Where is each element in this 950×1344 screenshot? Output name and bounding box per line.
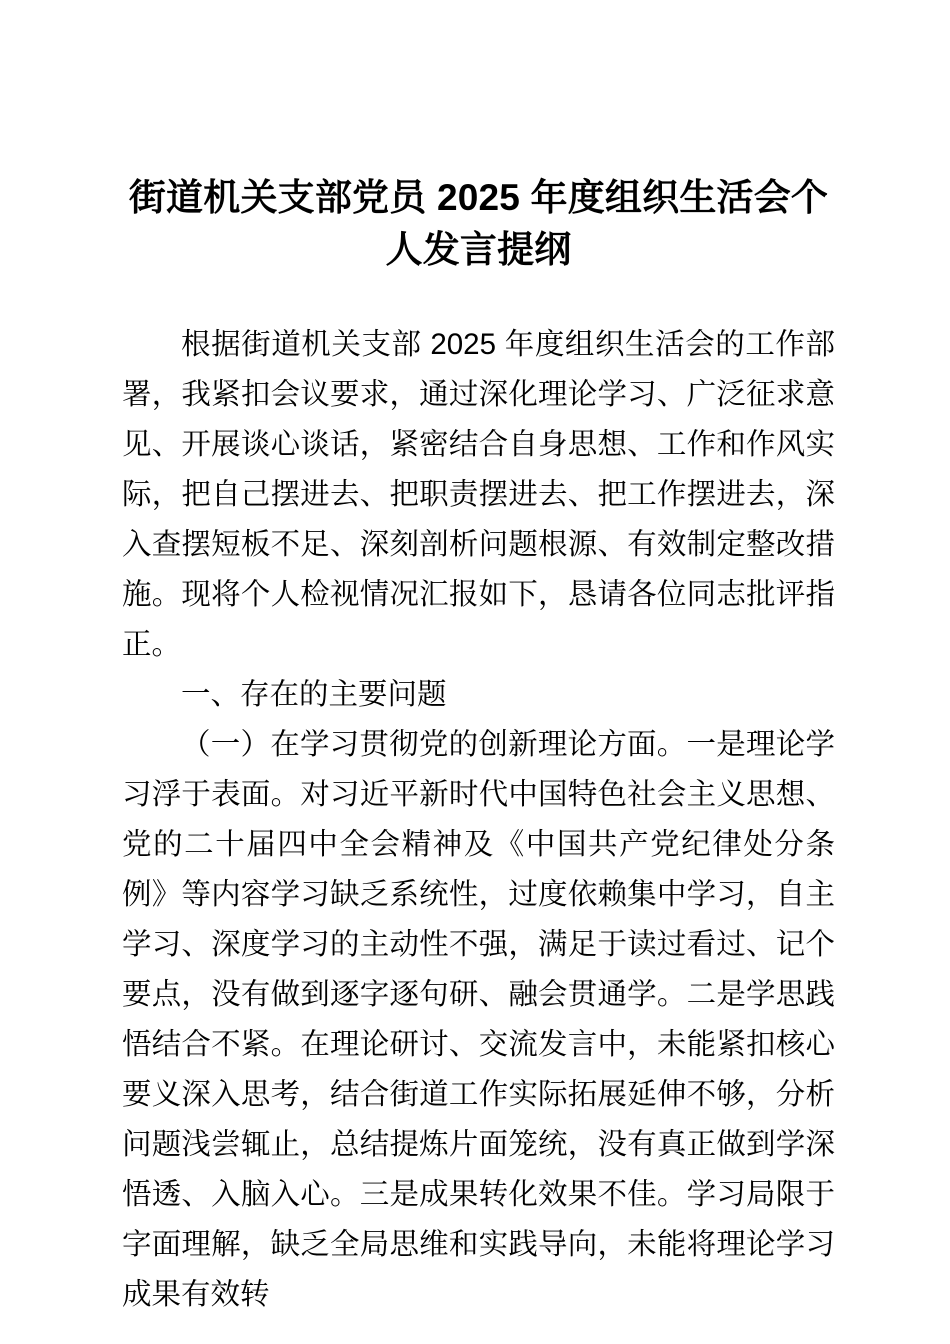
paragraph-subsection-one: （一）在学习贯彻党的创新理论方面。一是理论学习浮于表面。对习近平新时代中国特色社会主义思想、党的二十届四中全会精神及《中国共产党纪律处分条例》等内容学习缺乏系统性，过度依赖集中学习，自主学习、深度学习的主动性不强，满足于读过看过、记个要点，没有做到逐字逐句研、融会贯通学。二是学思践悟结合不紧。在理论研讨、交流发言中，未能紧扣核心要义深入思考，结合街道工作实际拓展延伸不够，分析问题浅尝辄止，总结提炼片面笼统，没有真正做到学深悟透、入脑入心。三是成果转化效果不佳。学习局限于字面理解，缺乏全局思维和实践导向，未能将理论学习成果有效转 (122, 728, 835, 1311)
document-content-column (122, 0, 835, 1320)
page-title: 街道机关支部党员 2025 年度组织生活会个人发言提纲 (128, 177, 829, 270)
document-body (122, 320, 835, 1320)
paragraph-intro: 根据街道机关支部 2025 年度组织生活会的工作部署，我紧扣会议要求，通过深化理论学习、广泛征求意见、开展谈心谈话，紧密结合自身思想、工作和作风实际，把自己摆进去、把职责摆进去、把工作摆进去，深入查摆短板不足、深刻剖析问题根源、有效制定整改措施。现将个人检视情况汇报如下，恳请各位同志批评指正。 (122, 328, 835, 661)
section-heading-one: 一、存在的主要问题 (181, 678, 447, 711)
